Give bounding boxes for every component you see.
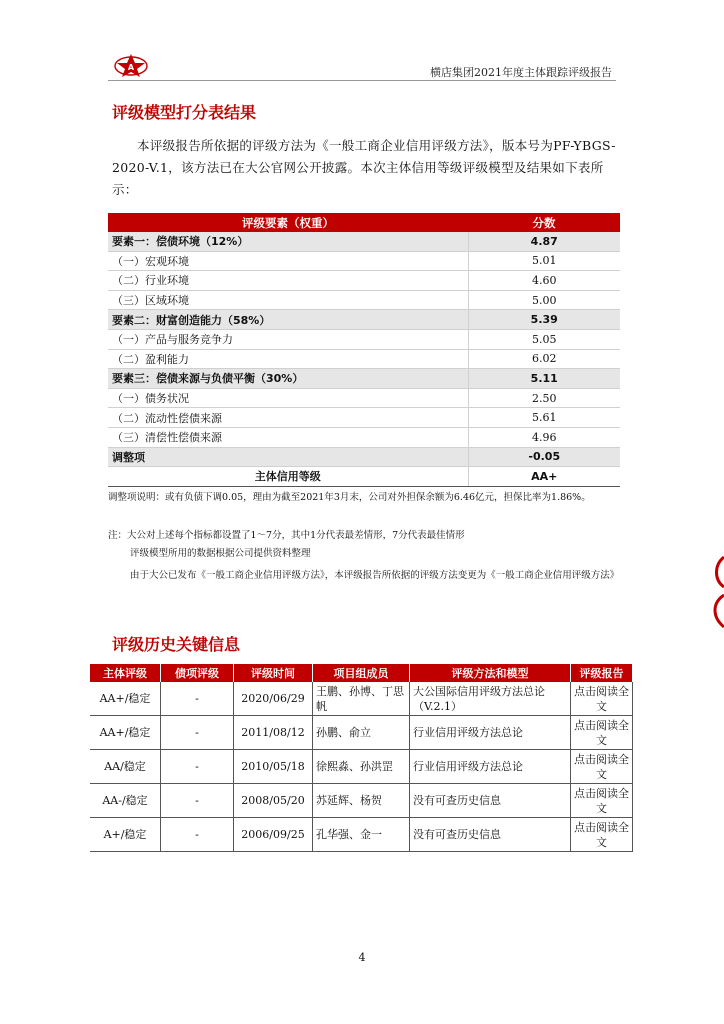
- bond-rating-cell: -: [161, 784, 234, 818]
- score-row: [108, 290, 620, 310]
- subject-rating-cell: AA+/稳定: [90, 716, 161, 750]
- score-row: [108, 388, 620, 408]
- history-row: [90, 716, 633, 750]
- read-report-link[interactable]: 点击阅读全文: [571, 750, 633, 784]
- header-factor: 评级要素（权重）: [108, 213, 468, 232]
- score-row: [108, 427, 620, 447]
- scale-note: 注：大公对上述每个指标都设置了1～7分，其中1分代表最差情形，7分代表最佳情形: [108, 530, 465, 541]
- bond-rating-cell: -: [161, 682, 234, 716]
- score-row: [108, 369, 620, 389]
- factor-label: （三）区域环境: [108, 290, 468, 310]
- score-table-header: [108, 213, 620, 232]
- history-row: [90, 750, 633, 784]
- factor-label: （一）产品与服务竞争力: [108, 329, 468, 349]
- score-row: [108, 310, 620, 330]
- score-row: [108, 447, 620, 467]
- factor-score: 5.01: [468, 251, 620, 271]
- factor-score: 5.39: [468, 310, 620, 330]
- dagong-logo: [113, 52, 149, 78]
- factor-label: 要素一：偿债环境（12%）: [108, 232, 468, 251]
- factor-label: （一）宏观环境: [108, 251, 468, 271]
- header-method-model: 评级方法和模型: [410, 664, 571, 682]
- final-rating-label: 主体信用等级: [108, 467, 468, 487]
- factor-label: （二）盈利能力: [108, 349, 468, 369]
- team-members-cell: 孙鹏、俞立: [313, 716, 410, 750]
- read-report-link[interactable]: 点击阅读全文: [571, 682, 633, 716]
- factor-label: （三）清偿性偿债来源: [108, 427, 468, 447]
- score-row: [108, 232, 620, 251]
- history-row: [90, 818, 633, 852]
- score-row: [108, 349, 620, 369]
- rating-date-cell: 2006/09/25: [234, 818, 313, 852]
- side-decoration-mark: [710, 555, 724, 635]
- factor-score: 4.60: [468, 271, 620, 291]
- factor-score: -0.05: [468, 447, 620, 467]
- header-rating-date: 评级时间: [234, 664, 313, 682]
- header-subject-rating: 主体评级: [90, 664, 161, 682]
- factor-label: （一）债务状况: [108, 388, 468, 408]
- section-title-history: 评级历史关键信息: [112, 635, 241, 654]
- history-row: [90, 682, 633, 716]
- subject-rating-cell: AA/稳定: [90, 750, 161, 784]
- score-table: [108, 213, 620, 487]
- rating-date-cell: 2020/06/29: [234, 682, 313, 716]
- score-row: [108, 408, 620, 428]
- factor-score: 5.61: [468, 408, 620, 428]
- header-divider: [108, 80, 616, 81]
- header-report: 评级报告: [571, 664, 633, 682]
- score-row: [108, 271, 620, 291]
- bond-rating-cell: -: [161, 716, 234, 750]
- history-table-header: [90, 664, 633, 682]
- header-bond-rating: 债项评级: [161, 664, 234, 682]
- section-title-model: 评级模型打分表结果: [112, 103, 257, 122]
- method-model-cell: 大公国际信用评级方法总论（V.2.1）: [410, 682, 571, 716]
- factor-score: 2.50: [468, 388, 620, 408]
- subject-rating-cell: AA+/稳定: [90, 682, 161, 716]
- final-rating-row: [108, 467, 620, 487]
- bond-rating-cell: -: [161, 818, 234, 852]
- header-score: 分数: [468, 213, 620, 232]
- factor-score: 4.96: [468, 427, 620, 447]
- method-change-note: 由于大公已发布《一般工商企业信用评级方法》，本评级报告所依据的评级方法变更为《一般工商企业信用评级方法》: [130, 570, 620, 581]
- factor-score: 5.11: [468, 369, 620, 389]
- svg-text:A: A: [127, 63, 135, 72]
- rating-date-cell: 2008/05/20: [234, 784, 313, 818]
- factor-label: 要素三：偿债来源与负债平衡（30%）: [108, 369, 468, 389]
- rating-date-cell: 2011/08/12: [234, 716, 313, 750]
- factor-label: 调整项: [108, 447, 468, 467]
- factor-label: （二）流动性偿债来源: [108, 408, 468, 428]
- history-row: [90, 784, 633, 818]
- score-row: [108, 329, 620, 349]
- factor-score: 6.02: [468, 349, 620, 369]
- factor-label: （二）行业环境: [108, 271, 468, 291]
- rating-date-cell: 2010/05/18: [234, 750, 313, 784]
- subject-rating-cell: AA-/稳定: [90, 784, 161, 818]
- method-model-cell: 行业信用评级方法总论: [410, 750, 571, 784]
- page-number: 4: [358, 951, 366, 964]
- team-members-cell: 徐熙淼、孙洪罡: [313, 750, 410, 784]
- subject-rating-cell: A+/稳定: [90, 818, 161, 852]
- read-report-link[interactable]: 点击阅读全文: [571, 716, 633, 750]
- team-members-cell: 苏延辉、杨贺: [313, 784, 410, 818]
- method-paragraph: 本评级报告所依据的评级方法为《一般工商企业信用评级方法》，版本号为PF-YBGS-2020-V.1，该方法已在大公官网公开披露。本次主体信用等级评级模型及结果如下表所示：: [112, 138, 616, 197]
- read-report-link[interactable]: 点击阅读全文: [571, 784, 633, 818]
- adjustment-note: 调整项说明：或有负债下调0.05，理由为截至2021年3月末，公司对外担保余额为6.46亿元，担保比率为1.86%。: [108, 492, 591, 503]
- method-model-cell: 没有可查历史信息: [410, 818, 571, 852]
- team-members-cell: 王鹏、孙博、丁思帆: [313, 682, 410, 716]
- method-model-cell: 没有可查历史信息: [410, 784, 571, 818]
- factor-label: 要素二：财富创造能力（58%）: [108, 310, 468, 330]
- method-model-cell: 行业信用评级方法总论: [410, 716, 571, 750]
- factor-score: 4.87: [468, 232, 620, 251]
- factor-score: 5.05: [468, 329, 620, 349]
- rating-history-table: [90, 664, 633, 852]
- header-team-members: 项目组成员: [313, 664, 410, 682]
- factor-score: 5.00: [468, 290, 620, 310]
- team-members-cell: 孔华强、金一: [313, 818, 410, 852]
- read-report-link[interactable]: 点击阅读全文: [571, 818, 633, 852]
- report-header-title: 横店集团2021年度主体跟踪评级报告: [430, 66, 612, 79]
- source-note: 评级模型所用的数据根据公司提供资料整理: [130, 548, 311, 559]
- bond-rating-cell: -: [161, 750, 234, 784]
- final-rating-value: AA+: [468, 467, 620, 487]
- score-row: [108, 251, 620, 271]
